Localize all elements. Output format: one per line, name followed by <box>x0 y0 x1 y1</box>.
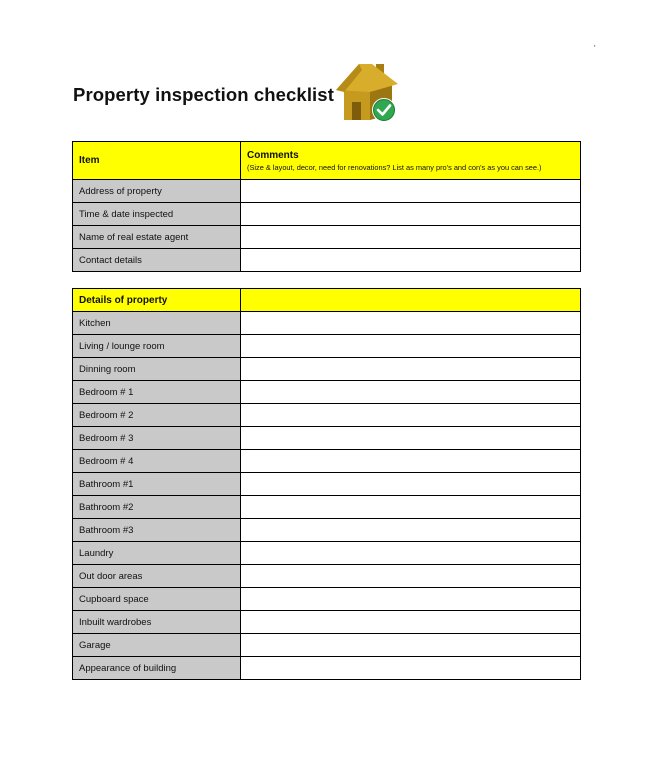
row-label: Bedroom # 3 <box>73 427 241 450</box>
table-row <box>73 588 581 611</box>
comment-cell[interactable] <box>241 450 581 473</box>
comment-cell[interactable] <box>241 404 581 427</box>
comment-cell[interactable] <box>241 381 581 404</box>
table-row <box>73 358 581 381</box>
comment-cell[interactable] <box>241 226 581 249</box>
table-row <box>73 312 581 335</box>
table-row <box>73 634 581 657</box>
comment-cell[interactable] <box>241 588 581 611</box>
item-header: Item <box>73 142 241 180</box>
comment-cell[interactable] <box>241 611 581 634</box>
table-header-row <box>73 289 581 312</box>
row-label: Address of property <box>73 180 241 203</box>
row-label: Dinning room <box>73 358 241 381</box>
comment-cell[interactable] <box>241 358 581 381</box>
comment-cell[interactable] <box>241 312 581 335</box>
table-row <box>73 542 581 565</box>
table-header-row <box>73 142 581 180</box>
row-label: Garage <box>73 634 241 657</box>
row-label: Bathroom #1 <box>73 473 241 496</box>
table-row <box>73 335 581 358</box>
comment-cell[interactable] <box>241 473 581 496</box>
table-row <box>73 611 581 634</box>
comments-subtitle: (Size & layout, decor, need for renovations? List as many pro's and con's as you can see.) <box>247 162 542 172</box>
corner-mark: ' <box>594 44 596 53</box>
details-header-blank <box>241 289 581 312</box>
row-label: Bathroom #3 <box>73 519 241 542</box>
row-label: Inbuilt wardrobes <box>73 611 241 634</box>
row-label: Appearance of building <box>73 657 241 680</box>
comment-cell[interactable] <box>241 634 581 657</box>
details-header: Details of property <box>73 289 241 312</box>
table-row <box>73 180 581 203</box>
table-row <box>73 496 581 519</box>
table-row <box>73 404 581 427</box>
table-row <box>73 427 581 450</box>
comments-title: Comments <box>247 149 299 161</box>
comment-cell[interactable] <box>241 542 581 565</box>
table-row <box>73 203 581 226</box>
row-label: Bedroom # 2 <box>73 404 241 427</box>
comment-cell[interactable] <box>241 203 581 226</box>
table-row <box>73 473 581 496</box>
comment-cell[interactable] <box>241 657 581 680</box>
comment-cell[interactable] <box>241 496 581 519</box>
comment-cell[interactable] <box>241 519 581 542</box>
comment-cell[interactable] <box>241 427 581 450</box>
comment-cell[interactable] <box>241 180 581 203</box>
comment-cell[interactable] <box>241 249 581 272</box>
row-label: Bathroom #2 <box>73 496 241 519</box>
row-label: Name of real estate agent <box>73 226 241 249</box>
comment-cell[interactable] <box>241 335 581 358</box>
table-row <box>73 381 581 404</box>
comment-cell[interactable] <box>241 565 581 588</box>
row-label: Living / lounge room <box>73 335 241 358</box>
row-label: Cupboard space <box>73 588 241 611</box>
row-label: Bedroom # 1 <box>73 381 241 404</box>
page-title: Property inspection checklist <box>73 84 334 105</box>
item-comments-table <box>72 141 581 272</box>
table-row <box>73 519 581 542</box>
property-details-table <box>72 288 581 680</box>
table-row <box>73 657 581 680</box>
table-row <box>73 565 581 588</box>
row-label: Time & date inspected <box>73 203 241 226</box>
row-label: Laundry <box>73 542 241 565</box>
row-label: Bedroom # 4 <box>73 450 241 473</box>
comments-header <box>241 142 581 180</box>
row-label: Out door areas <box>73 565 241 588</box>
table-row <box>73 450 581 473</box>
house-with-checkmark-icon <box>332 58 408 126</box>
row-label: Kitchen <box>73 312 241 335</box>
row-label: Contact details <box>73 249 241 272</box>
table-row <box>73 226 581 249</box>
table-row <box>73 249 581 272</box>
